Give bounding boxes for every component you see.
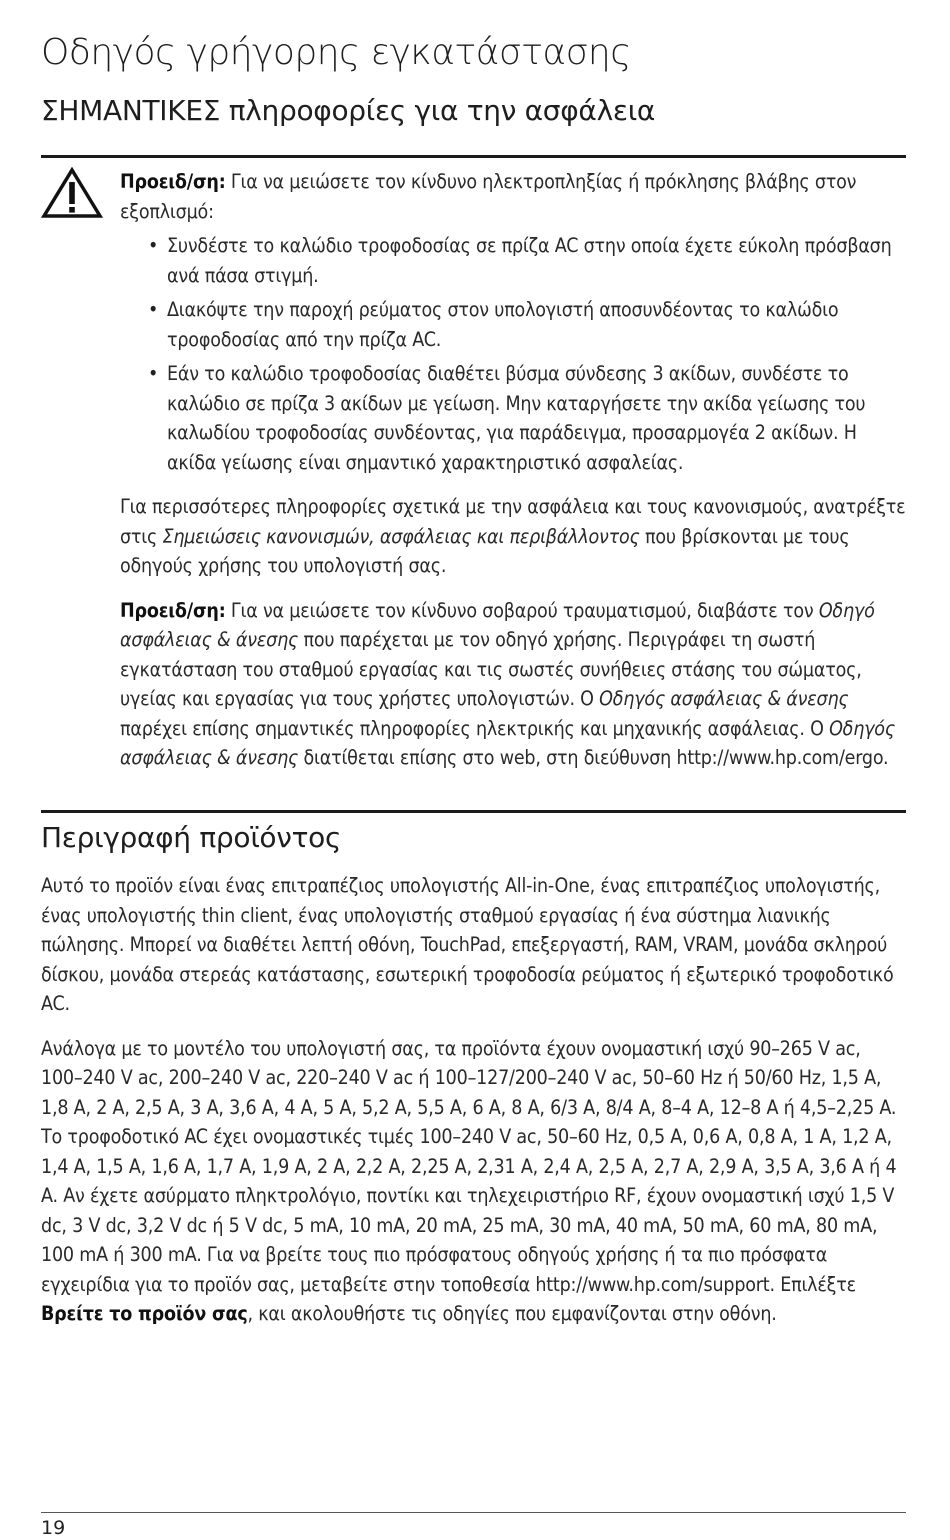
warning-text: παρέχει επίσης σημαντικές πληροφορίες ηλεκτρικής και μηχανικής ασφάλειας. Ο [120,716,830,740]
regulatory-note-text-end: που βρίσκονται με τους οδηγούς χρήσης του υπολογιστή σας. [120,524,850,577]
list-item: • Συνδέστε το καλώδιο τροφοδοσίας σε πρίζα AC στην οποία έχετε εύκολη πρόσβαση ανά πάσα στιγμή. [167,231,906,290]
warning-electric-shock [120,167,906,226]
safety-warnings [120,167,906,773]
list-item: • Διακόψτε την παροχή ρεύματος στον υπολογιστή αποσυνδέοντας το καλώδιο τροφοδοσίας από την πρίζα AC. [167,295,906,354]
section-divider [41,155,906,158]
warning-text: Για να μειώσετε τον κίνδυνο σοβαρού τραυματισμού, διαβάστε τον [225,598,819,622]
warning-text: Για να μειώσετε τον κίνδυνο ηλεκτροπληξίας ή πρόκλησης βλάβης στον εξοπλισμό: [120,170,857,223]
regulatory-doc-title: Σημειώσεις κανονισμών, ασφάλειας και περιβάλλοντος [162,524,640,548]
section-title: ΣΗΜΑΝΤΙΚΕΣ πληροφορίες για την ασφάλεια [41,94,656,127]
product-ratings-paragraph [41,1034,907,1329]
warning-label: Προειδ/ση: [120,598,226,622]
list-item: • Εάν το καλώδιο τροφοδοσίας διαθέτει βύσμα σύνδεσης 3 ακίδων, συνδέστε το καλώδιο σε πρίζα 3 ακίδων με γείωση. Μην καταργήσετε την ακίδα γείωσης του καλωδίου τροφοδοσίας συνδέοντας, για παράδειγμα, προσαρμογέα 2 ακίδων. Η ακίδα γείωσης είναι σημαντικό χαρακτηριστικό ασφαλείας. [167,359,906,477]
warning-text: διατίθεται επίσης στο web, στη διεύθυνση http://www.hp.com/ergo. [298,746,889,769]
footer-divider [41,1512,906,1513]
warning-text: που παρέχεται με τον οδηγό χρήσης. Περιγράφει τη σωστή εγκατάσταση του σταθμού εργασίας και τις σωστές συνήθειες στάσης του σώματος, υγείας και εργασίας για τους χρήστες υπολογιστών. Ο [120,628,862,710]
safety-guide-title: Οδηγό ασφάλειας & άνεσης [120,598,875,651]
safety-guide-title: Οδηγός ασφάλειας & άνεσης [599,687,849,710]
product-paragraph: Αυτό το προϊόν είναι ένας επιτραπέζιος υπολογιστής All-in-One, ένας επιτραπέζιος υπολογιστής, ένας υπολογιστής thin client, ένας υπολογιστής σταθμού εργασίας ή ένα σύστημα λιανικής πώλησης. Μπορεί να διαθέτει λεπτή οθόνη, TouchPad, επεξεργαστή, RAM, VRAM, μονάδα σκληρού δίσκου, μονάδα στερεάς κατάστασης, εσωτερική τροφοδοσία ρεύματος ή εξωτερικό τροφοδοτικό AC. [41,874,894,1015]
product-description-title: Περιγραφή προϊόντος [41,821,342,854]
section-divider [41,810,906,813]
warning-triangle-icon [41,167,103,219]
warning-label: Προειδ/ση: [120,170,226,193]
safety-guide-title: Οδηγός ασφάλειας & άνεσης [120,716,895,769]
regulatory-note [120,492,906,581]
safety-bullet-list [120,231,906,477]
product-description [41,871,907,1329]
ratings-text: Ανάλογα με το μοντέλο του υπολογιστή σας, τα προϊόντα έχουν ονομαστική ισχύ 90–265 V ac, 100–240 V ac, 200–240 V ac, 220–240 V ac ή 100–127/200–240 V ac, 50–60 Hz ή 50/60 Hz, 1,5 A, 1,8 A, 2 A, 2,5 A, 3 A, 3,6 A, 4 A, 5 A, 5,2 A, 5,5 A, 6 A, 8 A, 6/3 A, 8/4 A, 8–4 A, 12–8 A ή 4,5–2,25 A. Το τροφοδοτικό AC έχει ονομαστικές τιμές 100–240 V ac, 50–60 Hz, 0,5 A, 0,6 A, 0,8 A, 1 A, 1,2 A, 1,4 A, 1,5 A, 1,6 A, 1,7 A, 1,9 A, 2 A, 2,2 A, 2,25 A, 2,31 A, 2,4 A, 2,5 A, 2,7 A, 2,9 A, 3,5 A, 3,6 A ή 4 A. Αν έχετε ασύρματο πληκτρολόγιο, ποντίκι και τηλεχειριστήριο RF, έχουν ονομαστική ισχύ 1,5 V dc, 3 V dc, 3,2 V dc ή 5 V dc, 5 mA, 10 mA, 20 mA, 25 mA, 30 mA, 40 mA, 50 mA, 60 mA, 80 mA, 100 mA ή 300 mA. Για να βρείτε τους πιο πρόσφατους οδηγούς χρήσης ή τα πιο πρόσφατα εγχειρίδια για το προϊόν σας, μεταβείτε στην τοποθεσία http://www.hp.com/support. Επιλέξτε [41,1036,897,1296]
page-title: Οδηγός γρήγορης εγκατάστασης [41,32,631,73]
page-number: 19 [41,1517,66,1539]
find-product-label: Βρείτε το προϊόν σας [41,1302,248,1325]
ratings-text-end: , και ακολουθήστε τις οδηγίες που εμφανίζονται στην οθόνη. [247,1302,777,1325]
warning-injury [120,596,906,773]
regulatory-note-text: Για περισσότερες πληροφορίες σχετικά με την ασφάλεια και τους κανονισμούς, ανατρέξτε στις [120,495,906,548]
